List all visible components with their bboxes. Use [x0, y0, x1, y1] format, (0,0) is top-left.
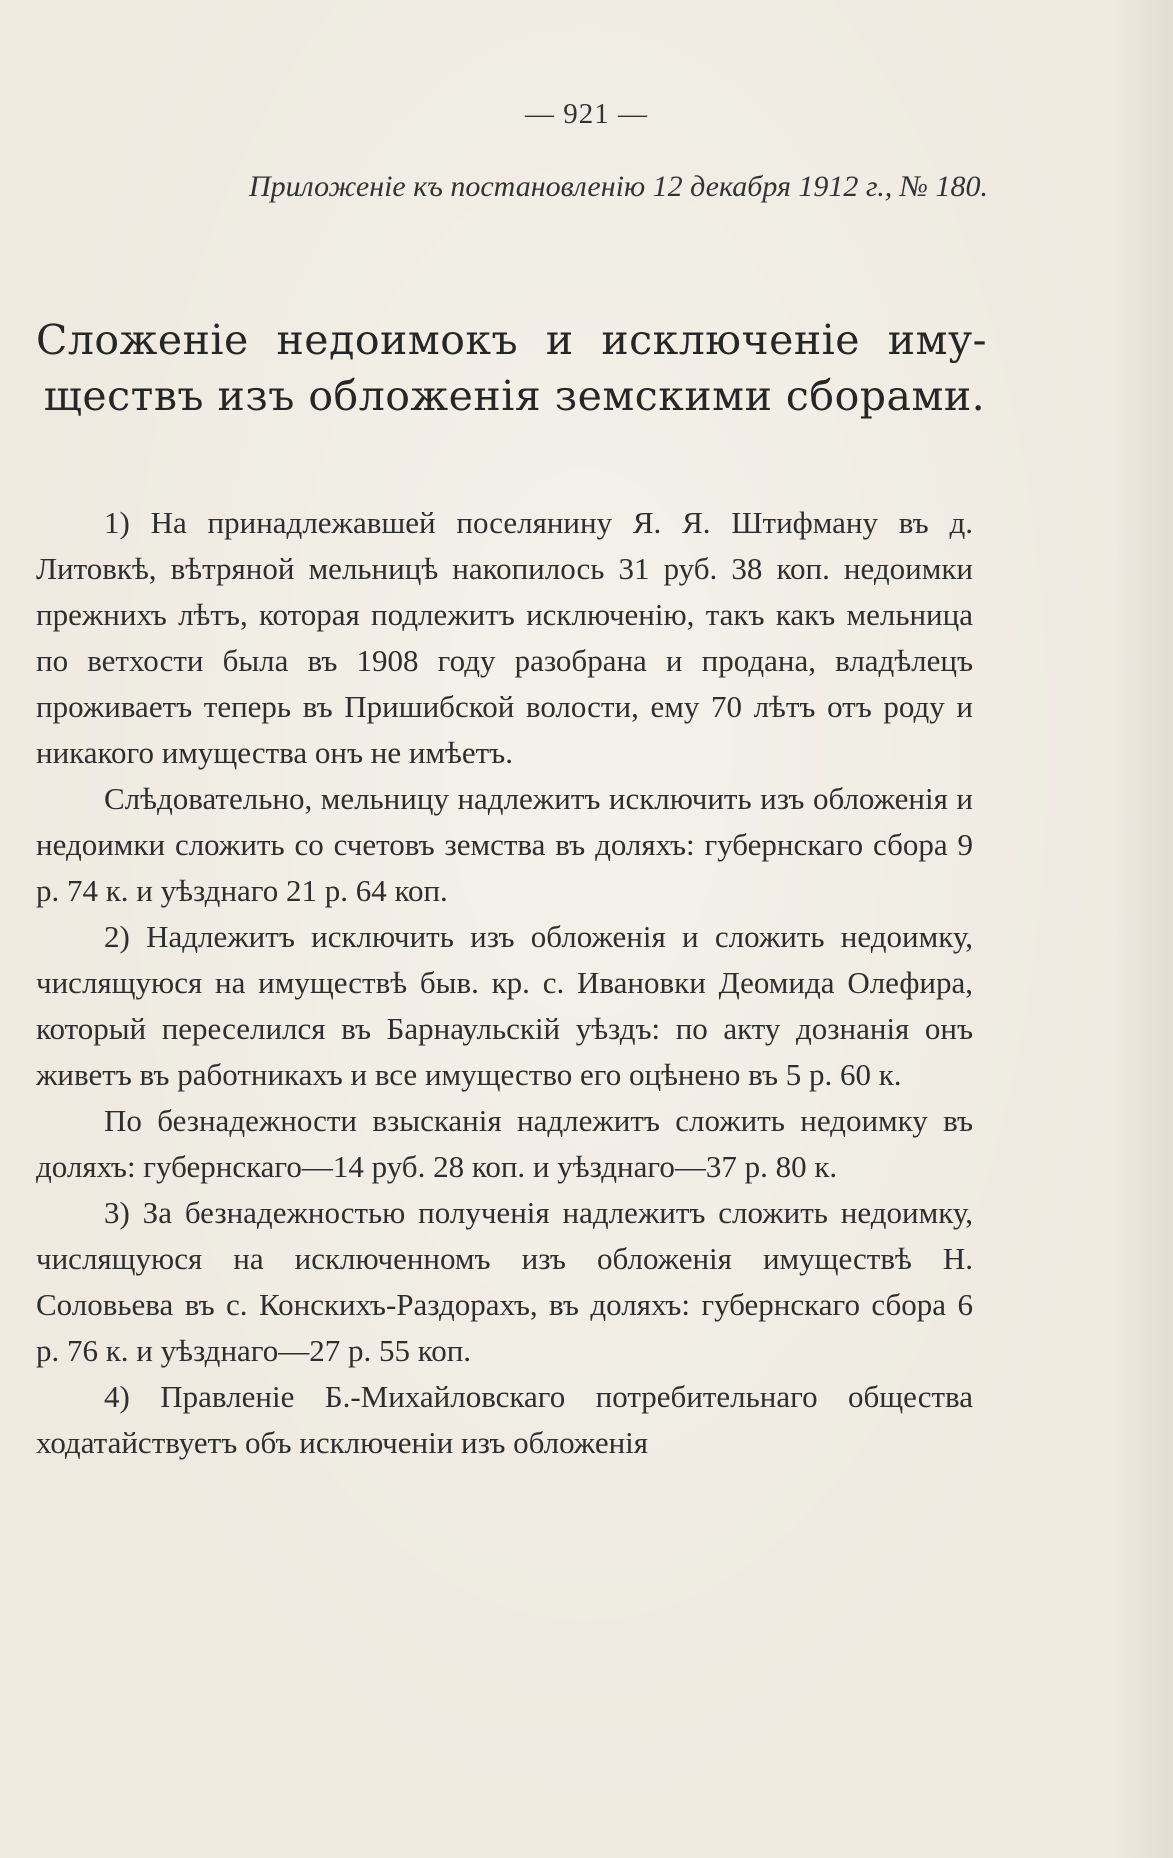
paragraph-item-3: 3) За безнадежностью полученія надлежитъ сложить недоимку, числящуюся на исключенномъ изъ обложенія имуществѣ Н. Соловьева въ с. Конскихъ-Раздорахъ, въ доляхъ: губернскаго сбора 6 р. 76 к. и уѣзднаго—27 р. 55 коп. — [36, 1195, 973, 1368]
section-heading — [36, 312, 987, 424]
heading-line-2: ществъ изъ обложенія земскими сборами. — [43, 372, 986, 420]
paragraph-item-1: 1) На принадлежавшей поселянину Я. Я. Штифману въ д. Литовкѣ, вѣтряной мельницѣ накопилось 31 руб. 38 коп. недоимки прежнихъ лѣтъ, которая подлежитъ исключенію, такъ какъ мельница по ветхости была въ 1908 году разобрана и продана, владѣлецъ проживаетъ теперь въ Пришибской волости, ему 70 лѣтъ отъ роду и никакого имущества онъ не имѣетъ. — [36, 505, 973, 770]
paragraph-item-2-conclusion: По безнадежности взысканія надлежитъ сложить недоимку въ доляхъ: губернскаго—14 руб. 28 коп. и уѣзднаго—37 р. 80 к. — [36, 1103, 973, 1184]
heading-word: Сложеніе — [36, 316, 249, 364]
paragraph-item-2: 2) Надлежитъ исключить изъ обложенія и сложить недоимку, числящуюся на имуществѣ быв. кр. с. Ивановки Деомида Олефира, который переселился въ Барнаульскій уѣздъ: по акту дознанія онъ живетъ въ работникахъ и все имущество его оцѣнено въ 5 р. 60 к. — [36, 919, 973, 1092]
heading-word: иму- — [887, 316, 987, 364]
paragraph-item-4: 4) Правленіе Б.-Михайловскаго потребительнаго общества ходатайствуетъ объ исключеніи изъ обложенія — [36, 1379, 973, 1460]
page-number: — 921 — — [525, 98, 648, 130]
appendix-note: Приложеніе къ постановленію 12 декабря 1912 г., № 180. — [249, 170, 988, 203]
heading-word: недоимокъ — [276, 316, 519, 364]
heading-word: и — [545, 316, 574, 364]
paragraph-item-1-conclusion: Слѣдовательно, мельницу надлежитъ исключить изъ обложенія и недоимки сложить со счетовъ земства въ доляхъ: губернскаго сбора 9 р. 74 к. и уѣзднаго 21 р. 64 коп. — [36, 781, 973, 908]
heading-word: исключеніе — [601, 316, 861, 364]
body-text — [36, 500, 973, 1466]
heading-line-1 — [36, 312, 987, 368]
